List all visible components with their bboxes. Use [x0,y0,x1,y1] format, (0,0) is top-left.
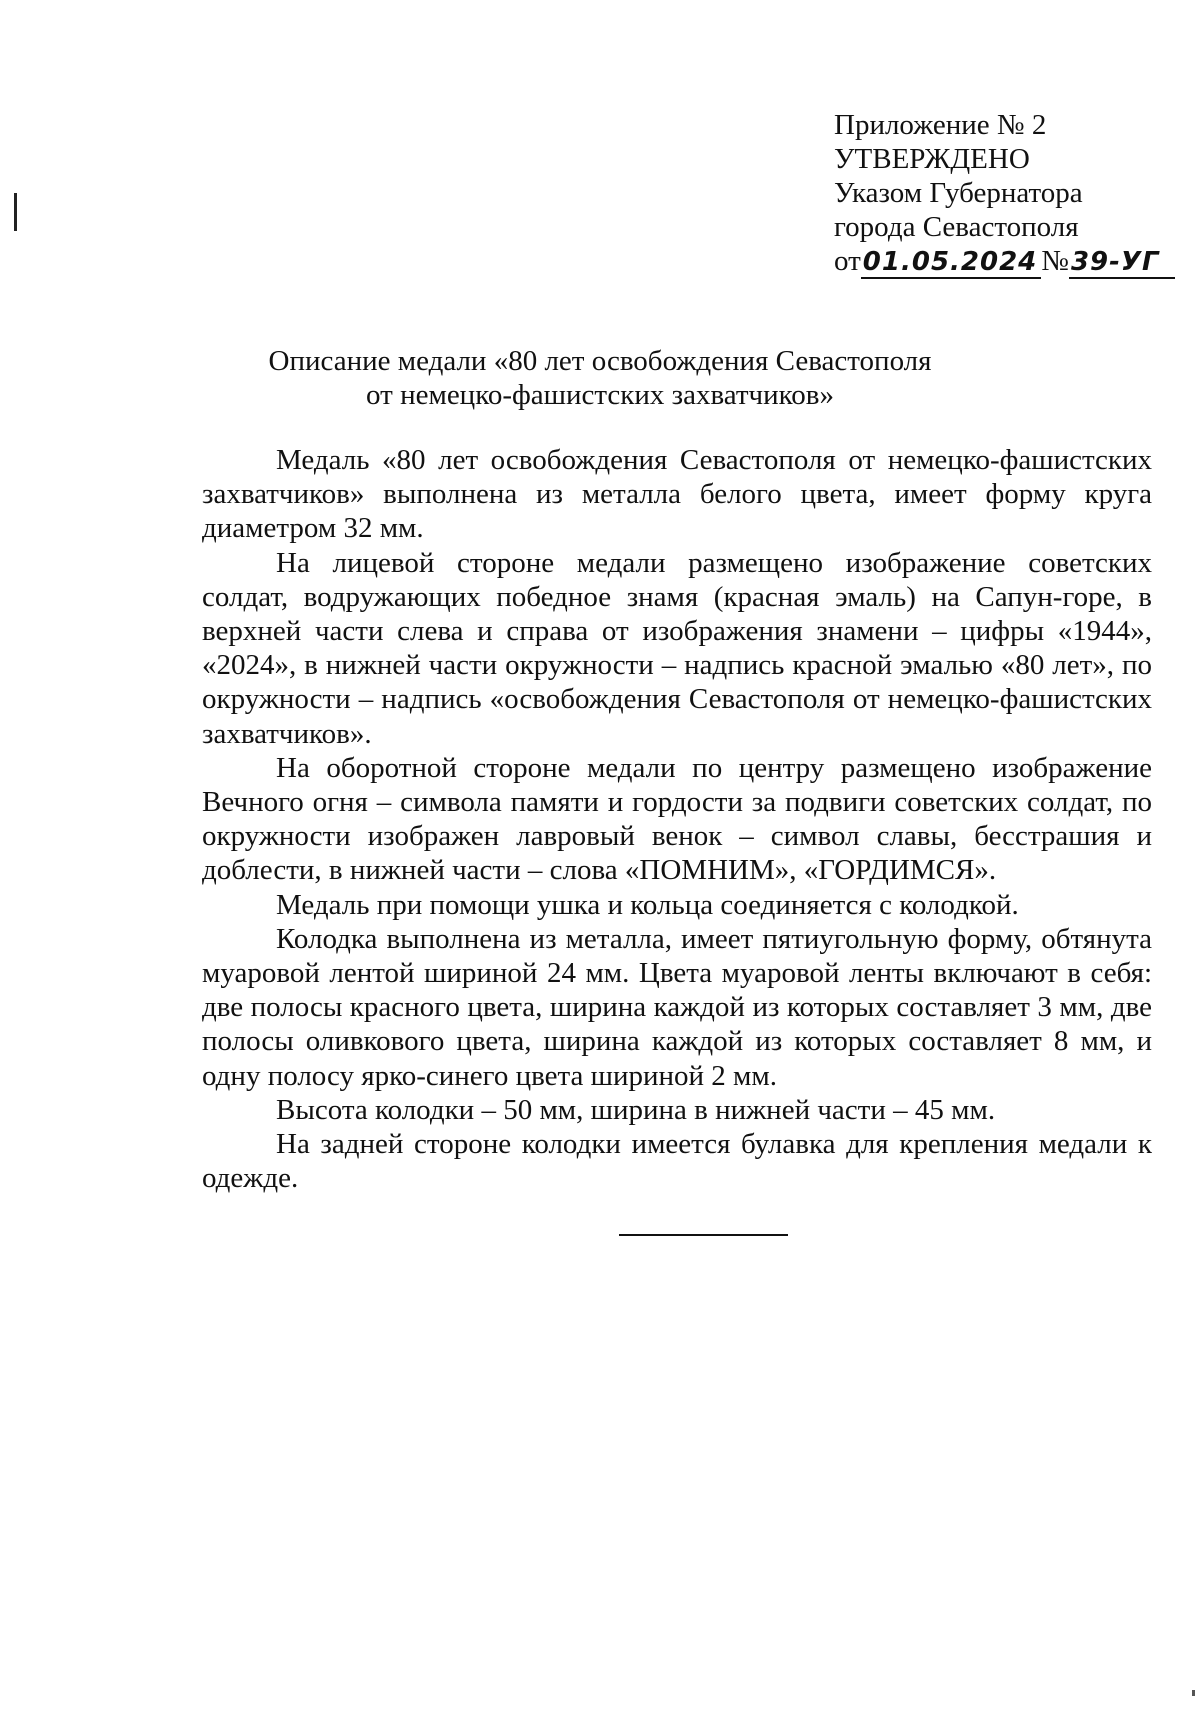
paragraph-obverse: На лицевой стороне медали размещено изображение советских солдат, водружающих победное знамя (красная эмаль) на Сапун-горе, в верхней части слева и справа от изображения знамени – цифры «1944», «2024», в нижней части окружности – надпись красной эмалью «80 лет», по окружности – надпись «освобождения Севастополя от немецко-фашистских захватчиков». [202,546,1152,750]
approved-label: УТВЕРЖДЕНО [834,143,1030,175]
closing-rule [619,1234,788,1236]
approval-block [834,108,1175,279]
paragraph-medal-material: Медаль «80 лет освобождения Севастополя от немецко-фашистских захватчиков» выполнена из металла белого цвета, имеет форму круга диаметром 32 мм. [202,444,1152,545]
from-label: от [834,245,861,277]
scan-margin-mark [14,193,17,231]
paragraph-ribbon-block: Колодка выполнена из металла, имеет пятиугольную форму, обтянута муаровой лентой шириной 24 мм. Цвета муаровой ленты включают в себя: две полосы красного цвета, ширина каждой из которых составляет 3 мм, две полосы оливкового цвета, ширина каждой из которых составляет 8 мм, и одну полосу ярко-синего цвета шириной 2 мм. [202,922,1152,1092]
title-line-2: от немецко-фашистских захватчиков» [366,379,834,411]
paragraph-reverse: На оборотной стороне медали по центру размещено изображение Вечного огня – символа памяти и гордости за подвиги советских солдат, по окружности изображен лавровый венок – символ славы, бесстрашия и доблести, в нижней части – слова «ПОМНИМ», «ГОРДИМСЯ». [202,751,1152,887]
scan-edge-mark [1192,1690,1195,1696]
city-line: города Севастополя [834,211,1079,243]
document-body [202,443,1152,1195]
paragraph-block-size: Высота колодки – 50 мм, ширина в нижней части – 45 мм. [276,1093,996,1126]
paragraph-pin: На задней стороне колодки имеется булавка для крепления медали к одежде. [202,1128,1152,1195]
title-line-1: Описание медали «80 лет освобождения Севастополя [268,345,932,377]
decree-line: Указом Губернатора [834,177,1083,209]
paragraph-attachment: Медаль при помощи ушка и кольца соединяется с колодкой. [276,888,1019,921]
handwritten-date: 01.05.2024 [861,247,1041,279]
number-label: № [1041,245,1069,277]
document-title [0,344,1200,412]
appendix-number: Приложение № 2 [834,109,1047,141]
date-number-line [834,244,1175,279]
handwritten-number: 39-УГ [1069,247,1175,279]
